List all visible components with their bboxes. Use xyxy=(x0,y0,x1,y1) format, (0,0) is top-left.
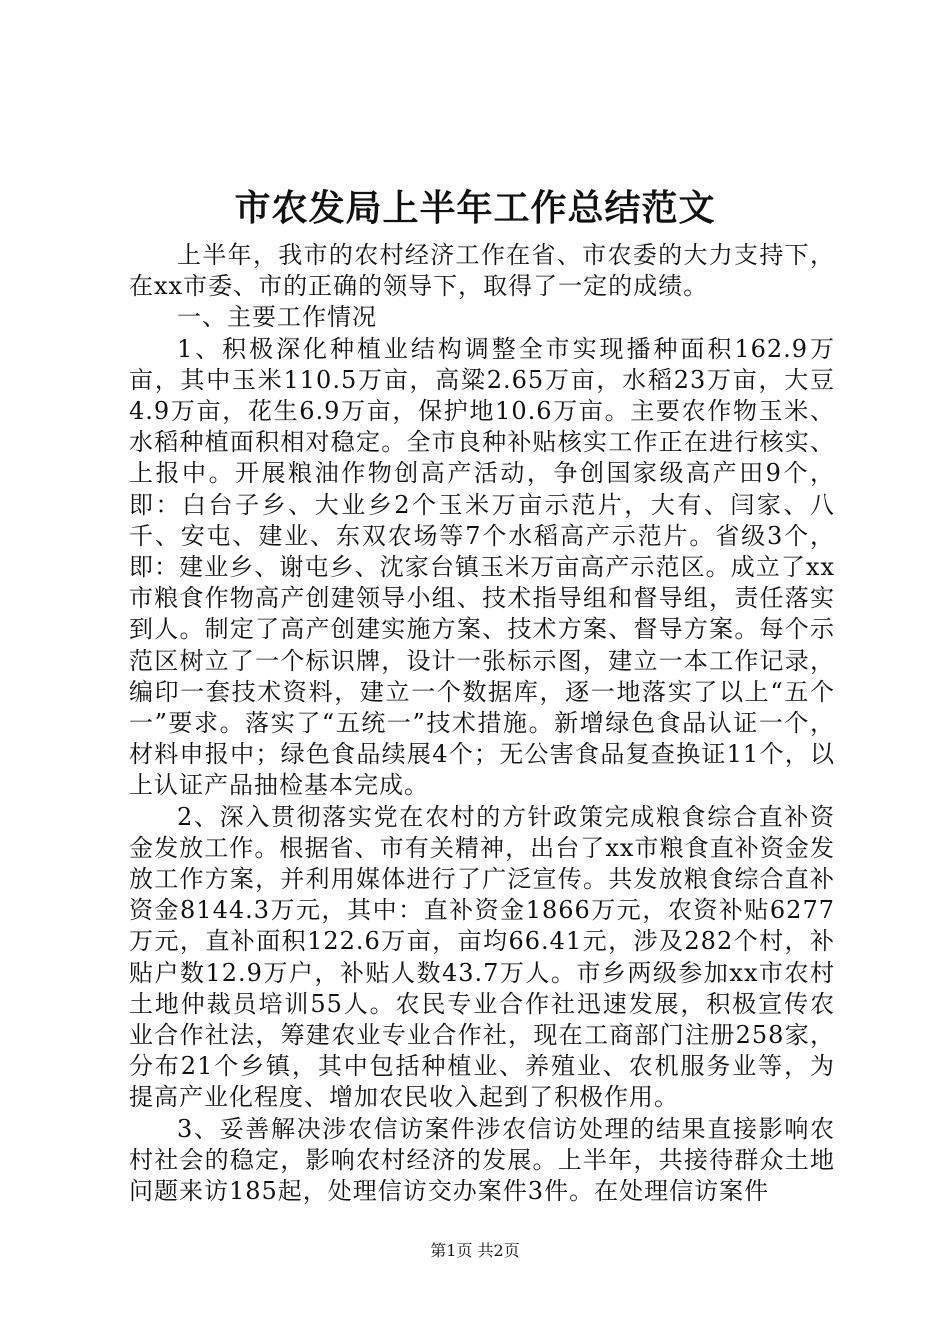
document-body xyxy=(129,240,835,1207)
paragraph-item-2: 2、深入贯彻落实党在农村的方针政策完成粮食综合直补资金发放工作。根据省、市有关精神，出台了xx市粮食直补资金发放工作方案，并利用媒体进行了广泛宣传。共发放粮食综合直补资金8144.3万元，其中：直补资金1866万元，农资补贴6277万元，直补面积122.6万亩，亩均66.41元，涉及282个村，补贴户数12.9万户，补贴人数43.7万人。市乡两级参加xx市农村土地仲裁员培训55人。农民专业合作社迅速发展，积极宣传农业合作社法，筹建农业专业合作社，现在工商部门注册258家，分布21个乡镇，其中包括种植业、养殖业、农机服务业等，为提高产业化程度、增加农民收入起到了积极作用。 xyxy=(129,802,835,1112)
paragraph-intro: 上半年，我市的农村经济工作在省、市农委的大力支持下，在xx市委、市的正确的领导下，取得了一定的成绩。 xyxy=(129,241,835,301)
paragraph-item-3: 3、妥善解决涉农信访案件涉农信访处理的结果直接影响农村社会的稳定，影响农村经济的发展。上半年，共接待群众土地问题来访185起，处理信访交办案件3件。在处理信访案件 xyxy=(129,1114,835,1206)
section-heading: 一、主要工作情况 xyxy=(177,303,377,332)
paragraph-item-1: 1、积极深化种植业结构调整全市实现播种面积162.9万亩，其中玉米110.5万亩，高粱2.65万亩，水稻23万亩，大豆4.9万亩，花生6.9万亩，保护地10.6万亩。主要农作物玉米、水稻种植面积相对稳定。全市良种补贴核实工作正在进行核实、上报中。开展粮油作物创高产活动，争创国家级高产田9个，即：白台子乡、大业乡2个玉米万亩示范片，大有、闫家、八千、安屯、建业、东双农场等7个水稻高产示范片。省级3个，即：建业乡、谢屯乡、沈家台镇玉米万亩高产示范区。成立了xx市粮食作物高产创建领导小组、技术指导组和督导组，责任落实到人。制定了高产创建实施方案、技术方案、督导方案。每个示范区树立了一个标识牌，设计一张标示图，建立一本工作记录，编印一套技术资料，建立一个数据库，逐一地落实了以上“五个一”要求。落实了“五统一”技术措施。新增绿色食品认证一个，材料申报中；绿色食品续展4个；无公害食品复查换证11个，以上认证产品抽检基本完成。 xyxy=(129,334,835,800)
page-number-footer: 第1页 共2页 xyxy=(430,1241,520,1260)
document-title: 市农发局上半年工作总结范文 xyxy=(234,187,716,229)
